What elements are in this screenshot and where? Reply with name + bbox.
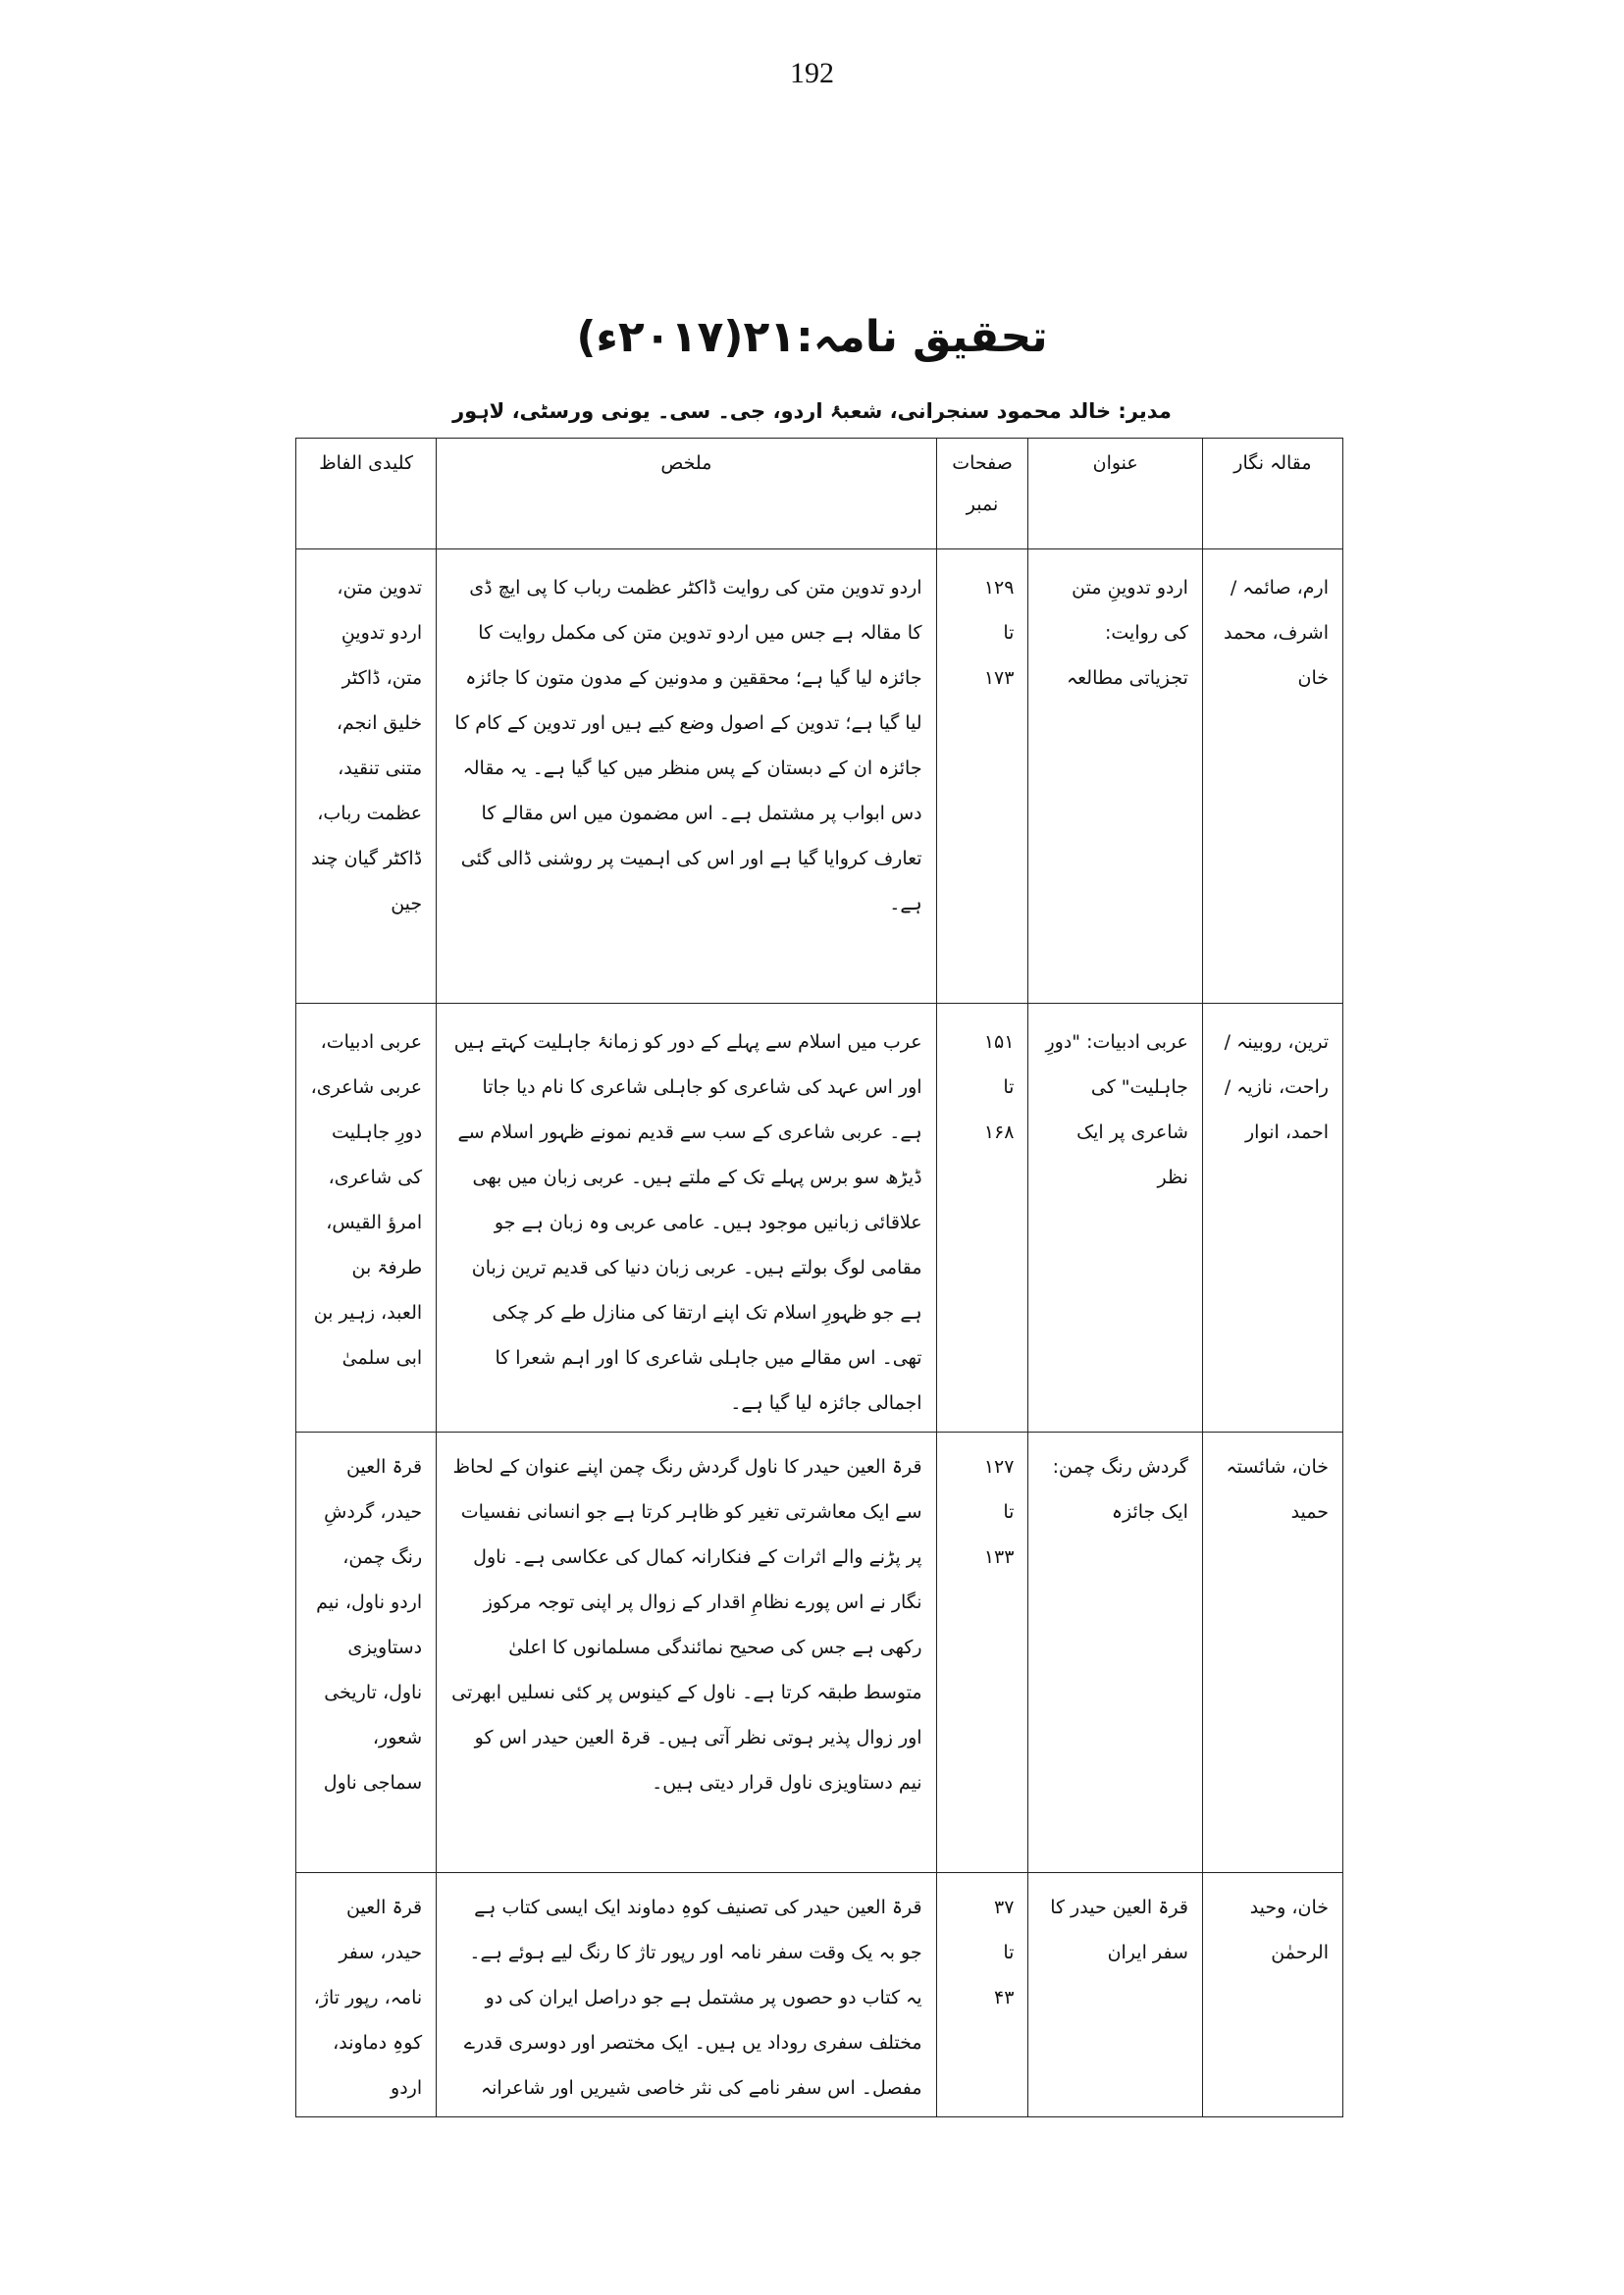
pages-end: ۱۳۳ bbox=[983, 1546, 1015, 1568]
pages-from: ۱۲۹ bbox=[983, 577, 1015, 599]
cell-summary: عرب میں اسلام سے پہلے کے دور کو زمانۂ جاہلیت کہتے ہیں اور اس عہد کی شاعری کو جاہلی شاعری کا نام دیا جاتا ہے۔ عربی شاعری کے سب سے قدیم نمونے ظہور اسلام سے ڈیڑھ سو برس پہلے تک کے ملتے ہیں۔ عربی زبان میں بھی علاقائی زبانیں موجود ہیں۔ عامی عربی وہ زبان ہے جو مقامی لوگ بولتے ہیں۔ عربی زبان دنیا کی قدیم ترین زبان ہے جو ظہورِ اسلام تک اپنے ارتقا کی منازل طے کر چکی تھی۔ اس مقالے میں جاہلی شاعری کا اور اہم شعرا کا اجمالی جائزہ لیا گیا ہے۔ bbox=[437, 1004, 936, 1433]
pages-end: ۱۷۳ bbox=[983, 667, 1015, 689]
pages-to: تا bbox=[1003, 622, 1015, 644]
cell-summary: قرۃ العین حیدر کی تصنیف کوہِ دماوند ایک ایسی کتاب ہے جو بہ یک وقت سفر نامہ اور رپور تاژ کا رنگ لیے ہوئے ہے۔ یہ کتاب دو حصوں پر مشتمل ہے جو دراصل ایران کی دو مختلف سفری روداد یں ہیں۔ ایک مختصر اور دوسری قدرے مفصل۔ اس سفر نامے کی نثر خاصی شیریں اور شاعرانہ bbox=[437, 1873, 936, 2117]
pages-from: ۱۲۷ bbox=[983, 1456, 1015, 1478]
table-row bbox=[296, 1004, 1343, 1433]
cell-title: عربی ادبیات: "دورِ جاہلیت" کی شاعری پر ایک نظر bbox=[1028, 1004, 1202, 1433]
cell-keywords: عربی ادبیات، عربی شاعری، دورِ جاہلیت کی شاعری، امرؤ القیس، طرفۃ بن العبد، زہیر بن ابی سلمیٰ bbox=[296, 1004, 437, 1433]
cell-keywords: قرۃ العین حیدر، سفر نامہ، رپور تاژ، کوہِ دماوند، اردو bbox=[296, 1873, 437, 2117]
pages-to: تا bbox=[1003, 1942, 1015, 1963]
header-keywords: کلیدی الفاظ bbox=[296, 439, 437, 549]
cell-summary: قرۃ العین حیدر کا ناول گردش رنگ چمن اپنے عنوان کے لحاظ سے ایک معاشرتی تغیر کو ظاہر کرتا ہے جو انسانی نفسیات پر پڑنے والے اثرات کے فنکارانہ کمال کی عکاسی ہے۔ ناول نگار نے اس پورے نظامِ اقدار کے زوال پر اپنی توجہ مرکوز رکھی ہے جس کی صحیح نمائندگی مسلمانوں کا اعلیٰ متوسط طبقہ کرتا ہے۔ ناول کے کینوس پر کئی نسلیں ابھرتی اور زوال پذیر ہوتی نظر آتی ہیں۔ قرۃ العین حیدر اس کو نیم دستاویزی ناول قرار دیتی ہیں۔ bbox=[437, 1433, 936, 1873]
cell-summary: اردو تدوین متن کی روایت ڈاکٹر عظمت رباب کا پی ایچ ڈی کا مقالہ ہے جس میں اردو تدوین متن کی مکمل روایت کا جائزہ لیا گیا ہے؛ محققین و مدونین کے مدون متون کا جائزہ لیا گیا ہے؛ تدوین کے اصول وضع کیے ہیں اور تدوین کے کام کا جائزہ ان کے دبستان کے پس منظر میں کیا گیا ہے۔ یہ مقالہ دس ابواب پر مشتمل ہے۔ اس مضمون میں اس مقالے کا تعارف کروایا گیا ہے اور اس کی اہمیت پر روشنی ڈالی گئی ہے۔ bbox=[437, 549, 936, 1004]
editor-line: مدیر: خالد محمود سنجرانی، شعبۂ اردو، جی۔ سی۔ یونی ورسٹی، لاہور bbox=[452, 399, 1172, 423]
cell-author: خان، وحید الرحمٰن bbox=[1202, 1873, 1342, 2117]
header-title: عنوان bbox=[1028, 439, 1202, 549]
table-row bbox=[296, 549, 1343, 1004]
table-header-row bbox=[296, 439, 1343, 549]
pages-from: ۱۵۱ bbox=[983, 1031, 1015, 1053]
table-row bbox=[296, 1873, 1343, 2117]
pages-from: ۳۷ bbox=[994, 1897, 1015, 1918]
cell-pages bbox=[936, 549, 1028, 1004]
header-summary: ملخص bbox=[437, 439, 936, 549]
pages-end: ۱۶۸ bbox=[983, 1121, 1015, 1143]
table-row bbox=[296, 1433, 1343, 1873]
cell-title: قرۃ العین حیدر کا سفر ایران bbox=[1028, 1873, 1202, 2117]
pages-to: تا bbox=[1003, 1501, 1015, 1523]
cell-keywords: قرۃ العین حیدر، گردشِ رنگ چمن، اردو ناول، نیم دستاویزی ناول، تاریخی شعور، سماجی ناول bbox=[296, 1433, 437, 1873]
header-author: مقالہ نگار bbox=[1202, 439, 1342, 549]
cell-pages bbox=[936, 1873, 1028, 2117]
journal-title: تحقیق نامہ:۲۱(۲۰۱۷ء) bbox=[576, 312, 1048, 362]
cell-keywords: تدوین متن، اردو تدوینِ متن، ڈاکٹر خلیق انجم، متنی تنقید، عظمت رباب، ڈاکٹر گیان چند جین bbox=[296, 549, 437, 1004]
page-number: 192 bbox=[790, 57, 834, 89]
pages-to: تا bbox=[1003, 1076, 1015, 1098]
cell-title: اردو تدوینِ متن کی روایت: تجزیاتی مطالعہ bbox=[1028, 549, 1202, 1004]
cell-pages bbox=[936, 1004, 1028, 1433]
articles-table bbox=[295, 438, 1343, 2117]
cell-pages bbox=[936, 1433, 1028, 1873]
cell-author: خان، شائستہ حمید bbox=[1202, 1433, 1342, 1873]
header-pages: صفحات نمبر bbox=[936, 439, 1028, 549]
cell-author: ارم، صائمہ / اشرف، محمد خان bbox=[1202, 549, 1342, 1004]
pages-end: ۴۳ bbox=[994, 1987, 1015, 2008]
cell-author: ترین، روبینہ / راحت، نازیہ / احمد، انوار bbox=[1202, 1004, 1342, 1433]
cell-title: گردش رنگ چمن: ایک جائزہ bbox=[1028, 1433, 1202, 1873]
